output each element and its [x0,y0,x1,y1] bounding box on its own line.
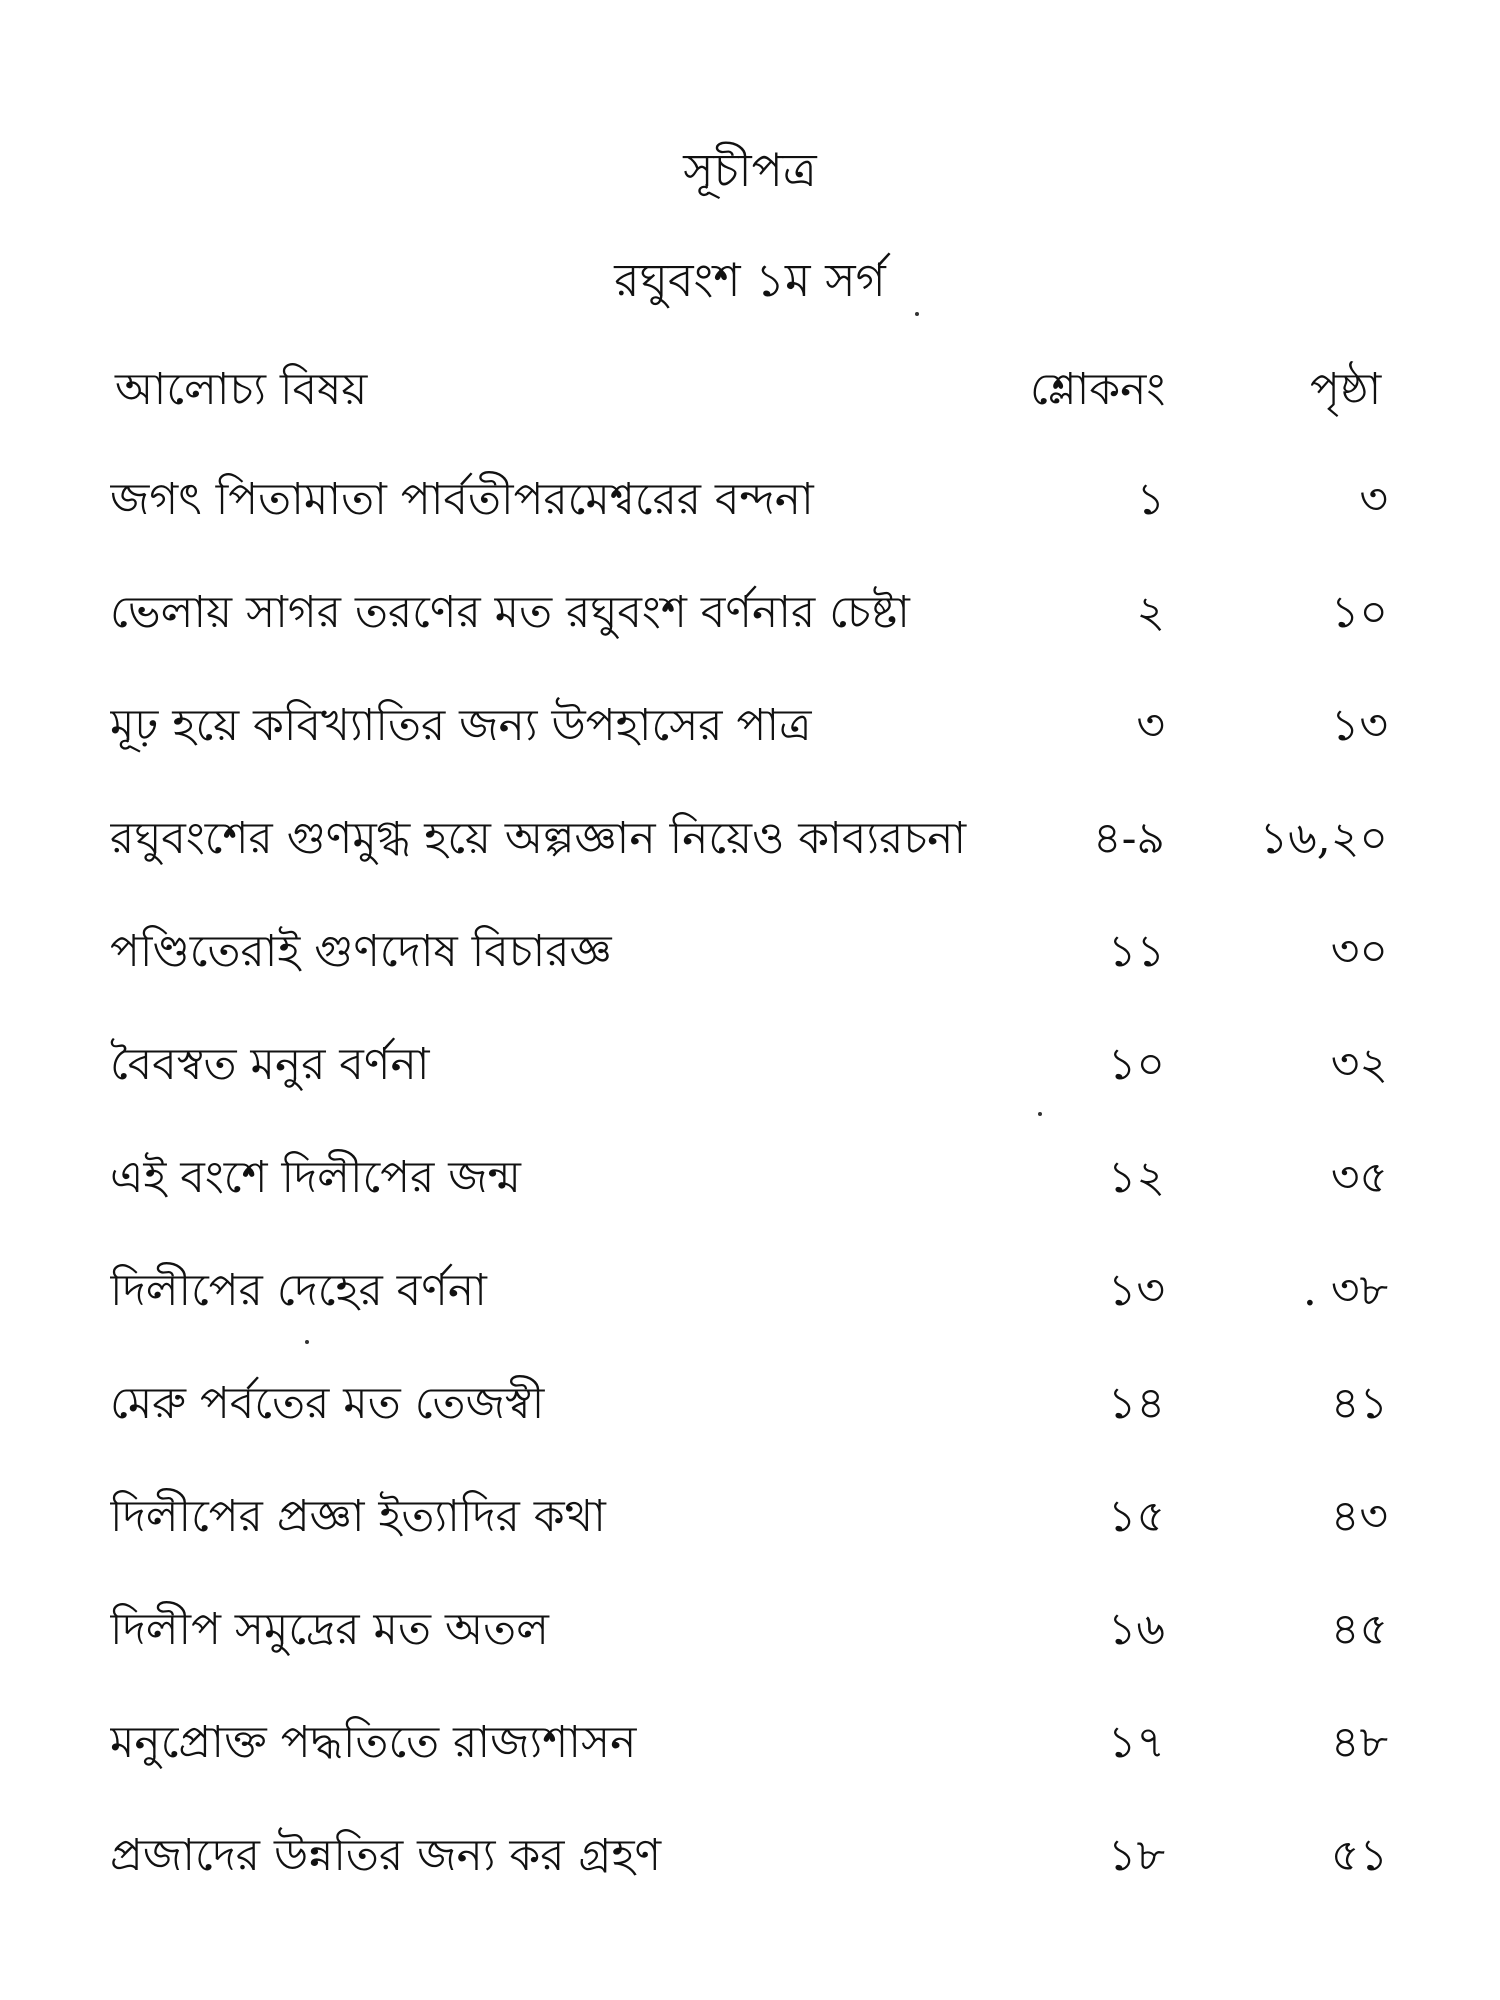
toc-page-number: ৪৮ [1330,1717,1388,1768]
toc-verse-number: ১৫ [1107,1491,1165,1542]
print-speck [1038,1112,1042,1116]
toc-row [0,1148,1500,1261]
toc-row [0,470,1500,583]
toc-topic: দিলীপ সমুদ্রের মত অতল [110,1604,549,1655]
print-speck [915,312,919,316]
toc-verse-number: ১০ [1107,1039,1165,1090]
page-title: সূচীপত্র [683,143,817,197]
toc-topic: মেরু পর্বতের মত তেজস্বী [110,1378,545,1429]
toc-topic: বৈবস্বত মনুর বর্ণনা [110,1039,430,1090]
toc-verse-number: ১৪ [1107,1378,1165,1429]
toc-row [0,1374,1500,1487]
toc-topic: প্রজাদের উন্নতির জন্য কর গ্রহণ [110,1830,662,1881]
toc-verse-number: ৩ [1136,700,1165,751]
column-header-topic: আলোচ্য বিষয় [115,364,368,415]
toc-page-number: ১৩ [1330,700,1388,751]
toc-page-number: ৪৫ [1330,1604,1388,1655]
column-header-page: পৃষ্ঠা [1310,364,1382,415]
toc-topic: দিলীপের প্রজ্ঞা ইত্যাদির কথা [110,1491,606,1542]
toc-topic: মনুপ্রোক্ত পদ্ধতিতে রাজ্যশাসন [110,1717,637,1768]
toc-row [0,1487,1500,1600]
toc-verse-number: ১৬ [1107,1604,1165,1655]
toc-row [0,922,1500,1035]
toc-table [0,470,1500,1939]
toc-verse-number: ১৭ [1107,1717,1165,1768]
toc-row [0,583,1500,696]
toc-topic: মূঢ় হয়ে কবিখ্যাতির জন্য উপহাসের পাত্র [110,700,812,751]
toc-row [0,1826,1500,1939]
toc-verse-number: ১৮ [1107,1830,1165,1881]
toc-row [0,1713,1500,1826]
toc-topic: পণ্ডিতেরাই গুণদোষ বিচারজ্ঞ [110,926,612,977]
toc-page-number: ৩০ [1330,926,1388,977]
column-header-verse: শ্লোকনং [1030,364,1166,415]
toc-page-number: ৪৩ [1330,1491,1388,1542]
toc-verse-number: ২ [1136,587,1165,638]
toc-verse-number: ৪-৯ [1093,813,1165,864]
toc-page-number: ১৬,২০ [1259,813,1388,864]
toc-page-number: ৩৫ [1330,1152,1388,1203]
chapter-subtitle: রঘুবংশ ১ম সর্গ [614,253,886,307]
print-speck [305,1340,309,1344]
toc-row [0,1261,1500,1374]
toc-topic: রঘুবংশের গুণমুগ্ধ হয়ে অল্পজ্ঞান নিয়েও কাব্যরচনা [110,813,967,864]
toc-verse-number: ১১ [1107,926,1165,977]
toc-row [0,1035,1500,1148]
toc-verse-number: ১২ [1107,1152,1165,1203]
toc-row [0,1600,1500,1713]
toc-row [0,696,1500,809]
toc-topic: এই বংশে দিলীপের জন্ম [110,1152,521,1203]
toc-topic: জগৎ পিতামাতা পার্বতীপরমেশ্বরের বন্দনা [110,474,814,525]
toc-page-number: . ৩৮ [1302,1265,1388,1316]
toc-topic: ভেলায় সাগর তরণের মত রঘুবংশ বর্ণনার চেষ্টা [110,587,910,638]
toc-row [0,809,1500,922]
toc-page-number: ৫১ [1330,1830,1388,1881]
toc-verse-number: ১ [1136,474,1165,525]
toc-page-number: ৩ [1359,474,1388,525]
toc-page-number: ১০ [1330,587,1388,638]
toc-verse-number: ১৩ [1107,1265,1165,1316]
toc-page-number: ৩২ [1330,1039,1388,1090]
toc-page-number: ৪১ [1330,1378,1388,1429]
toc-topic: দিলীপের দেহের বর্ণনা [110,1265,487,1316]
